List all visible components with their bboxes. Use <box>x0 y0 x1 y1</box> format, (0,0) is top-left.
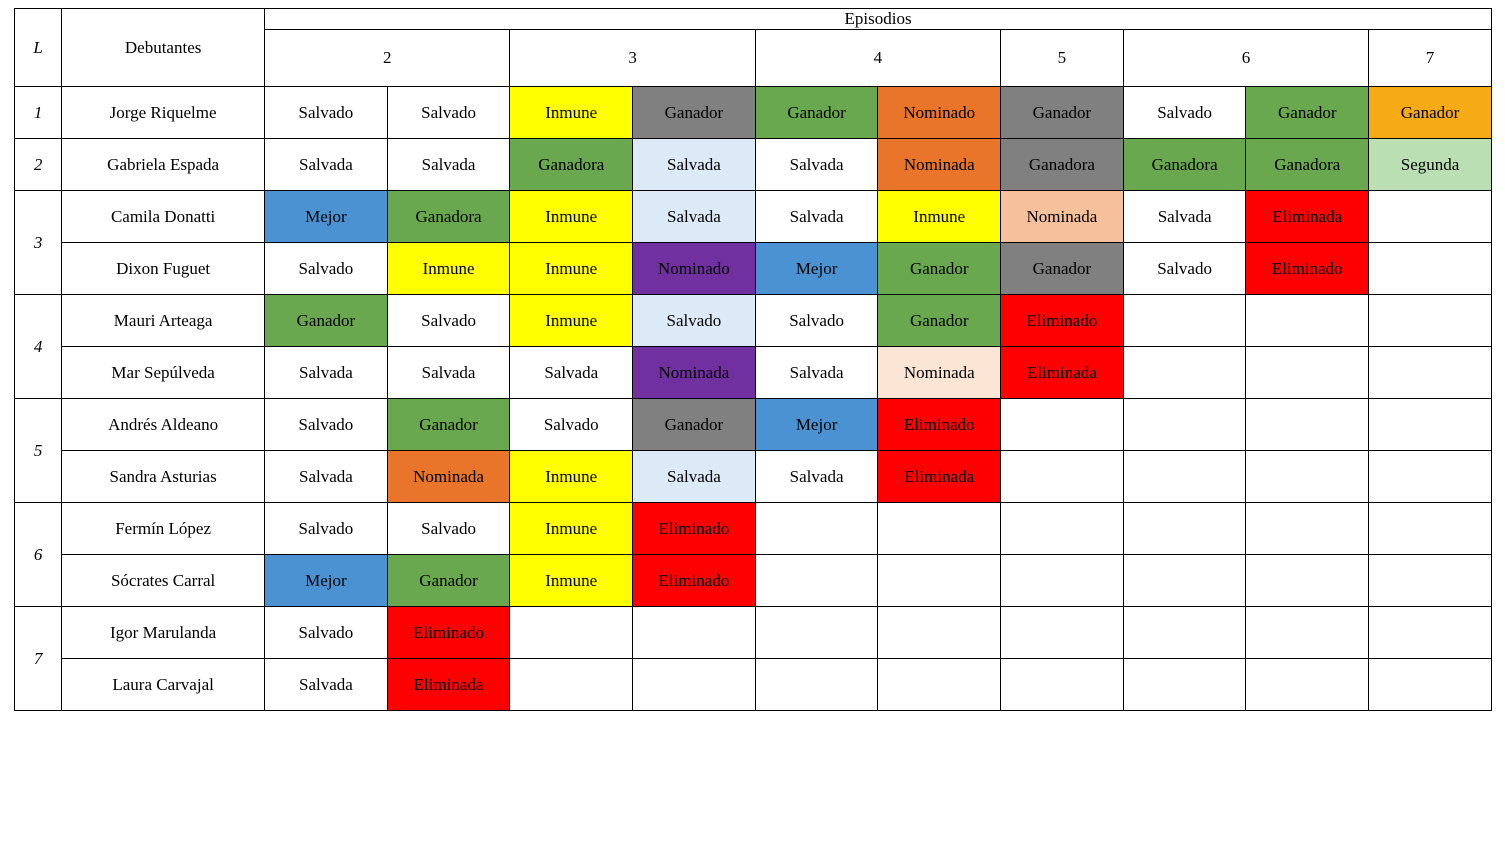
empty-cell <box>1246 347 1369 399</box>
empty-cell <box>755 607 878 659</box>
contestant-name: Igor Marulanda <box>62 607 265 659</box>
table-row <box>15 555 1492 607</box>
empty-cell <box>633 659 756 711</box>
result-cell: Nominado <box>878 87 1001 139</box>
contestant-name: Mar Sepúlveda <box>62 347 265 399</box>
row-level-number: 7 <box>15 607 62 711</box>
empty-cell <box>1001 399 1124 451</box>
empty-cell <box>510 607 633 659</box>
result-cell: Salvado <box>387 87 510 139</box>
header-episode-2: 2 <box>265 30 510 87</box>
result-cell: Salvada <box>510 347 633 399</box>
result-cell: Salvado <box>1123 243 1246 295</box>
result-cell: Ganador <box>1246 87 1369 139</box>
result-cell: Salvada <box>1123 191 1246 243</box>
result-cell: Ganadora <box>387 191 510 243</box>
table-row <box>15 503 1492 555</box>
episodes-results-table <box>14 8 1492 711</box>
result-cell: Salvada <box>755 139 878 191</box>
result-cell: Eliminado <box>1246 243 1369 295</box>
result-cell: Ganador <box>265 295 388 347</box>
result-cell: Nominada <box>878 139 1001 191</box>
result-cell: Salvado <box>265 243 388 295</box>
empty-cell <box>1246 399 1369 451</box>
header-episode-3: 3 <box>510 30 755 87</box>
contestant-name: Gabriela Espada <box>62 139 265 191</box>
result-cell: Salvada <box>633 139 756 191</box>
empty-cell <box>1369 191 1492 243</box>
table-body <box>15 87 1492 711</box>
table-header <box>15 9 1492 87</box>
result-cell: Ganador <box>878 243 1001 295</box>
empty-cell <box>1369 399 1492 451</box>
row-level-number: 5 <box>15 399 62 503</box>
empty-cell <box>1123 503 1246 555</box>
result-cell: Eliminado <box>878 399 1001 451</box>
empty-cell <box>1369 503 1492 555</box>
result-cell: Salvada <box>265 347 388 399</box>
header-l: L <box>15 9 62 87</box>
header-episode-4: 4 <box>755 30 1000 87</box>
contestant-name: Camila Donatti <box>62 191 265 243</box>
contestant-name: Dixon Fuguet <box>62 243 265 295</box>
result-cell: Salvado <box>510 399 633 451</box>
result-cell: Salvada <box>387 347 510 399</box>
empty-cell <box>1369 451 1492 503</box>
result-cell: Inmune <box>510 503 633 555</box>
header-row-top <box>15 9 1492 30</box>
empty-cell <box>1123 347 1246 399</box>
result-cell: Mejor <box>755 399 878 451</box>
result-cell: Salvado <box>1123 87 1246 139</box>
result-cell: Salvada <box>755 451 878 503</box>
result-cell: Ganador <box>755 87 878 139</box>
empty-cell <box>755 555 878 607</box>
result-cell: Salvada <box>265 139 388 191</box>
table-row <box>15 243 1492 295</box>
result-cell: Salvado <box>633 295 756 347</box>
result-cell: Ganador <box>878 295 1001 347</box>
contestant-name: Mauri Arteaga <box>62 295 265 347</box>
result-cell: Nominado <box>633 243 756 295</box>
empty-cell <box>1369 243 1492 295</box>
result-cell: Ganador <box>633 399 756 451</box>
empty-cell <box>1369 347 1492 399</box>
header-episode-7: 7 <box>1369 30 1492 87</box>
result-cell: Inmune <box>878 191 1001 243</box>
result-cell: Inmune <box>510 555 633 607</box>
result-cell: Inmune <box>510 87 633 139</box>
result-cell: Ganadora <box>1246 139 1369 191</box>
result-cell: Salvada <box>387 139 510 191</box>
empty-cell <box>1123 295 1246 347</box>
empty-cell <box>1369 555 1492 607</box>
table-row <box>15 139 1492 191</box>
table-row <box>15 347 1492 399</box>
result-cell: Salvado <box>387 503 510 555</box>
result-cell: Inmune <box>387 243 510 295</box>
header-debutantes: Debutantes <box>62 9 265 87</box>
empty-cell <box>1001 659 1124 711</box>
contestant-name: Sandra Asturias <box>62 451 265 503</box>
empty-cell <box>510 659 633 711</box>
table-row <box>15 191 1492 243</box>
contestant-name: Laura Carvajal <box>62 659 265 711</box>
empty-cell <box>755 503 878 555</box>
empty-cell <box>1369 659 1492 711</box>
row-level-number: 1 <box>15 87 62 139</box>
empty-cell <box>1246 555 1369 607</box>
result-cell: Eliminada <box>878 451 1001 503</box>
result-cell: Ganador <box>1369 87 1492 139</box>
table-row <box>15 607 1492 659</box>
contestant-name: Jorge Riquelme <box>62 87 265 139</box>
header-episodios: Episodios <box>265 9 1492 30</box>
empty-cell <box>1246 295 1369 347</box>
result-cell: Ganador <box>387 399 510 451</box>
contestant-name: Sócrates Carral <box>62 555 265 607</box>
result-cell: Salvado <box>265 399 388 451</box>
result-cell: Segunda <box>1369 139 1492 191</box>
row-level-number: 2 <box>15 139 62 191</box>
result-cell: Ganadora <box>510 139 633 191</box>
result-cell: Mejor <box>755 243 878 295</box>
row-level-number: 3 <box>15 191 62 295</box>
result-cell: Inmune <box>510 295 633 347</box>
empty-cell <box>1369 295 1492 347</box>
row-level-number: 4 <box>15 295 62 399</box>
table-row <box>15 451 1492 503</box>
result-cell: Ganador <box>387 555 510 607</box>
empty-cell <box>878 659 1001 711</box>
result-cell: Salvado <box>265 87 388 139</box>
result-cell: Ganadora <box>1123 139 1246 191</box>
contestant-name: Andrés Aldeano <box>62 399 265 451</box>
result-cell: Salvada <box>265 451 388 503</box>
empty-cell <box>1001 607 1124 659</box>
empty-cell <box>1123 607 1246 659</box>
empty-cell <box>1123 659 1246 711</box>
result-cell: Eliminada <box>1001 347 1124 399</box>
result-cell: Mejor <box>265 191 388 243</box>
result-cell: Nominada <box>878 347 1001 399</box>
result-cell: Ganador <box>1001 243 1124 295</box>
result-cell: Salvado <box>265 503 388 555</box>
result-cell: Inmune <box>510 451 633 503</box>
empty-cell <box>878 555 1001 607</box>
empty-cell <box>878 607 1001 659</box>
result-cell: Eliminada <box>387 659 510 711</box>
empty-cell <box>1001 451 1124 503</box>
result-cell: Salvada <box>265 659 388 711</box>
header-episode-5: 5 <box>1001 30 1124 87</box>
result-cell: Nominada <box>633 347 756 399</box>
row-level-number: 6 <box>15 503 62 607</box>
empty-cell <box>633 607 756 659</box>
empty-cell <box>1246 607 1369 659</box>
table-row <box>15 659 1492 711</box>
result-cell: Salvada <box>755 191 878 243</box>
result-cell: Ganador <box>1001 87 1124 139</box>
empty-cell <box>1123 555 1246 607</box>
empty-cell <box>1001 503 1124 555</box>
result-cell: Eliminada <box>1246 191 1369 243</box>
table-row <box>15 87 1492 139</box>
result-cell: Ganador <box>633 87 756 139</box>
empty-cell <box>1369 607 1492 659</box>
result-cell: Mejor <box>265 555 388 607</box>
result-cell: Eliminado <box>1001 295 1124 347</box>
empty-cell <box>1123 451 1246 503</box>
empty-cell <box>755 659 878 711</box>
empty-cell <box>878 503 1001 555</box>
result-cell: Salvada <box>755 347 878 399</box>
result-cell: Salvado <box>265 607 388 659</box>
empty-cell <box>1001 555 1124 607</box>
result-cell: Inmune <box>510 243 633 295</box>
empty-cell <box>1246 451 1369 503</box>
result-cell: Eliminado <box>387 607 510 659</box>
contestant-name: Fermín López <box>62 503 265 555</box>
result-cell: Eliminado <box>633 555 756 607</box>
result-cell: Eliminado <box>633 503 756 555</box>
table-row <box>15 399 1492 451</box>
result-cell: Ganadora <box>1001 139 1124 191</box>
empty-cell <box>1123 399 1246 451</box>
table-row <box>15 295 1492 347</box>
result-cell: Nominada <box>1001 191 1124 243</box>
result-cell: Nominada <box>387 451 510 503</box>
result-cell: Salvado <box>755 295 878 347</box>
empty-cell <box>1246 659 1369 711</box>
result-cell: Salvado <box>387 295 510 347</box>
result-cell: Salvada <box>633 451 756 503</box>
result-cell: Inmune <box>510 191 633 243</box>
empty-cell <box>1246 503 1369 555</box>
header-episode-6: 6 <box>1123 30 1368 87</box>
result-cell: Salvada <box>633 191 756 243</box>
